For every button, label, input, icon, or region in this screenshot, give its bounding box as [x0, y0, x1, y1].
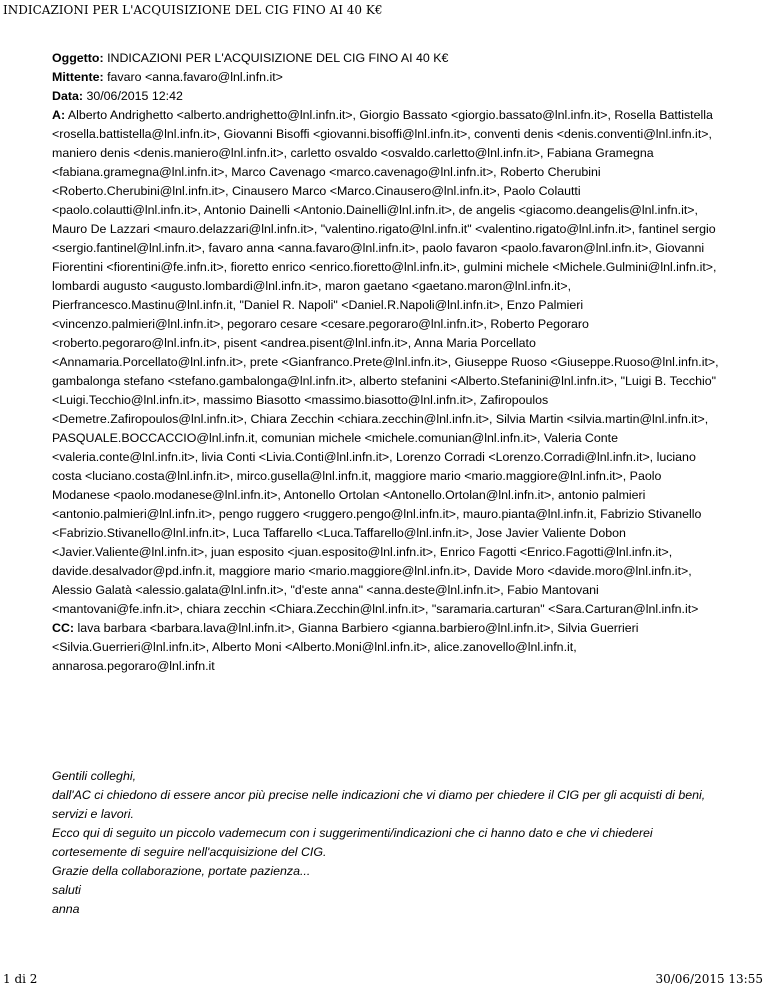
signature: anna: [52, 902, 80, 916]
to-recipients: Alberto Andrighetto <alberto.andrighetto@lnl.infn.it>, Giorgio Bassato <giorgio.bassato@lnl.infn.it>, Rosella Battistella <rosella.battistella@lnl.infn.it>, Giovanni Bisoffi <giovanni.bisoffi@lnl.infn.it>, conventi denis <denis.conventi@lnl.infn.it>, maniero denis <denis.maniero@lnl.infn.it>, carletto osvaldo <osvaldo.carletto@lnl.infn.it>, Fabiana Gramegna <fabiana.gramegna@lnl.infn.it>, Marco Cavenago <marco.cavenago@lnl.infn.it>, Roberto Cherubini <Roberto.Cherubini@lnl.infn.it>, Cinausero Marco <Marco.Cinausero@lnl.infn.it>, Paolo Colautti <paolo.colautti@lnl.infn.it>, Antonio Dainelli <Antonio.Dainelli@lnl.infn.it>, de angelis <giacomo.deangelis@lnl.infn.it>, Mauro De Lazzari <mauro.delazzari@lnl.infn.it>, "valentino.rigato@lnl.infn.it" <valentino.rigato@lnl.infn.it>, fantinel sergio <sergio.fantinel@lnl.infn.it>, favaro anna <anna.favaro@lnl.infn.it>, paolo favaron <paolo.favaron@lnl.infn.it>, Giovanni Fiorentini <fiorentini@fe.infn.it>, fioretto enrico <enrico.fioretto@lnl.infn.it>, gulmini michele <Michele.Gulmini@lnl.infn.it>, lombardi augusto <augusto.lombardi@lnl.infn.it>, maron gaetano <gaetano.maron@lnl.infn.it>, Pierfrancesco.Mastinu@lnl.infn.it, "Daniel R. Napoli" <Daniel.R.Napoli@lnl.infn.it>, Enzo Palmieri <vincenzo.palmieri@lnl.infn.it>, pegoraro cesare <cesare.pegoraro@lnl.infn.it>, Roberto Pegoraro <roberto.pegoraro@lnl.infn.it>, pisent <andrea.pisent@lnl.infn.it>, Anna Maria Porcellato <Annamaria.Porcellato@lnl.infn.it>, prete <Gianfranco.Prete@lnl.infn.it>, Giuseppe Ruoso <Giuseppe.Ruoso@lnl.infn.it>, gambalonga stefano <stefano.gambalonga@lnl.infn.it>, alberto stefanini <Alberto.Stefanini@lnl.infn.it>, "Luigi B. Tecchio" <Luigi.Tecchio@lnl.infn.it>, massimo Biasotto <massimo.biasotto@lnl.infn.it>, Zafiropoulos <Demetre.Zafiropoulos@lnl.infn.it>, Chiara Zecchin <chiara.zecchin@lnl.infn.it>, Silvia Martin <silvia.martin@lnl.infn.it>, PASQUALE.BOCCACCIO@lnl.infn.it, comunian michele <michele.comunian@lnl.infn.it>, Valeria Conte <valeria.conte@lnl.infn.it>, livia Conti <Livia.Conti@lnl.infn.it>, Lorenzo Corradi <Lorenzo.Corradi@lnl.infn.it>, luciano costa <luciano.costa@lnl.infn.it>, mirco.gusella@lnl.infn.it, maggiore mario <mario.maggiore@lnl.infn.it>, Paolo Modanese <paolo.modanese@lnl.infn.it>, Antonello Ortolan <Antonello.Ortolan@lnl.infn.it>, antonio palmieri <antonio.palmieri@lnl.infn.it>, pengo ruggero <ruggero.pengo@lnl.infn.it>, mauro.pianta@lnl.infn.it, Fabrizio Stivanello <Fabrizio.Stivanello@lnl.infn.it>, Luca Taffarello <Luca.Taffarello@lnl.infn.it>, Jose Javier Valiente Dobon <Javier.Valiente@lnl.infn.it>, juan esposito <juan.esposito@lnl.infn.it>, Enrico Fagotti <Enrico.Fagotti@lnl.infn.it>, davide.desalvador@pd.infn.it, maggiore mario <mario.maggiore@lnl.infn.it>, Davide Moro <davide.moro@lnl.infn.it>, Alessio Galatà <alessio.galata@lnl.infn.it>, "d'este anna" <anna.deste@lnl.infn.it>, Fabio Mantovani <mantovani@fe.infn.it>, chiara zecchin <Chiara.Zecchin@lnl.infn.it>, "saramaria.carturan" <Sara.Carturan@lnl.infn.it>: [52, 108, 719, 616]
from-line: [52, 68, 720, 87]
subject-line: [52, 49, 720, 68]
date-value: 30/06/2015 12:42: [86, 89, 183, 103]
email-headers: [52, 49, 720, 676]
cc-recipients: lava barbara <barbara.lava@lnl.infn.it>, Gianna Barbiero <gianna.barbiero@lnl.infn.it>, Silvia Guerrieri <Silvia.Guerrieri@lnl.infn.it>, Alberto Moni <Alberto.Moni@lnl.infn.it>, alice.zanovello@lnl.infn.it, annarosa.pegoraro@lnl.infn.it: [52, 621, 639, 673]
print-timestamp: 30/06/2015 13:55: [655, 972, 763, 986]
body-paragraph-2: Ecco qui di seguito un piccolo vademecum con i suggerimenti/indicazioni che ci hanno dato e che vi chiederei cortesemente di seguire nell'acquisizione del CIG.: [52, 826, 653, 859]
subject-value: INDICAZIONI PER L'ACQUISIZIONE DEL CIG FINO AI 40 K€: [107, 51, 449, 65]
cc-label: CC:: [52, 621, 75, 635]
subject-label: Oggetto:: [52, 51, 104, 65]
from-value: favaro <anna.favaro@lnl.infn.it>: [107, 70, 283, 84]
from-label: Mittente:: [52, 70, 104, 84]
body-paragraph-1: dall'AC ci chiedono di essere ancor più precise nelle indicazioni che vi diamo per chiedere il CIG per gli acquisti di beni, servizi e lavori.: [52, 788, 706, 821]
to-line: [52, 106, 720, 619]
page-number: 1 di 2: [3, 972, 38, 986]
greeting: Gentili colleghi,: [52, 769, 137, 783]
date-label: Data:: [52, 89, 83, 103]
body-paragraph-3: Grazie della collaborazione, portate pazienza...: [52, 864, 311, 878]
print-header-title: INDICAZIONI PER L'ACQUISIZIONE DEL CIG FINO AI 40 K€: [3, 3, 383, 17]
date-line: [52, 87, 720, 106]
to-label: A:: [52, 108, 66, 122]
closing: saluti: [52, 883, 81, 897]
cc-line: [52, 619, 720, 676]
email-body: [52, 767, 720, 919]
